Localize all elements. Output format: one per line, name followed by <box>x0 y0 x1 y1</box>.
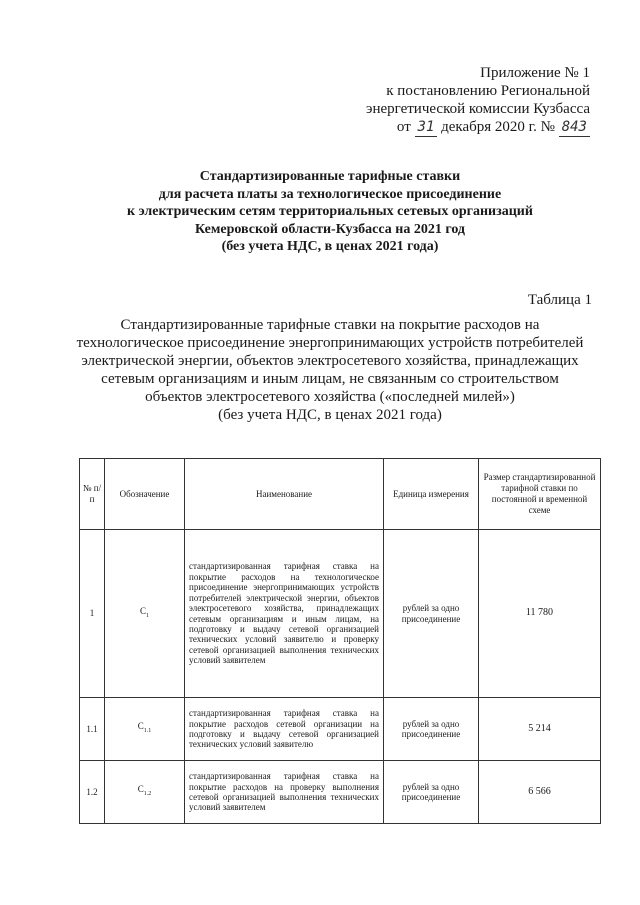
appendix-header <box>330 64 590 137</box>
row-code <box>105 761 185 824</box>
title-line5: (без учета НДС, в ценах 2021 года) <box>221 239 439 254</box>
table-row <box>80 698 601 761</box>
row-value: 6 566 <box>479 761 601 824</box>
title-line2: для расчета платы за технологическое присоединение <box>158 186 502 202</box>
subtitle-line2: технологическое присоединение энергопринимающих устройств потребителей <box>76 335 584 351</box>
subtitle-line1: Стандартизированные тарифные ставки на покрытие расходов на <box>120 317 540 333</box>
header-name: Наименование <box>185 459 384 530</box>
row-number: 1.2 <box>80 761 105 824</box>
table-row <box>80 530 601 698</box>
row-code <box>105 530 185 698</box>
table-label: Таблица 1 <box>527 292 592 308</box>
row-description: стандартизированная тарифная ставка на покрытие расходов сетевой организации на подготовку и выдачу сетевой организацией технических условий заявителю <box>185 698 384 761</box>
header-unit: Единица измерения <box>384 459 479 530</box>
code-letter: C <box>137 721 144 732</box>
code-letter: C <box>137 784 144 795</box>
header-value: Размер стандартизированной тарифной ставки по постоянной и временной схеме <box>479 459 601 530</box>
row-number: 1 <box>80 530 105 698</box>
code-subscript: 1.2 <box>143 791 152 798</box>
row-unit: рублей за одно присоединение <box>384 530 479 698</box>
subtitle-line6: (без учета НДС, в ценах 2021 года) <box>218 407 442 423</box>
code-subscript: 1.1 <box>143 728 152 735</box>
row-value: 5 214 <box>479 698 601 761</box>
row-value: 11 780 <box>479 530 601 698</box>
date-rest: декабря 2020 г. № <box>441 119 555 135</box>
header-code: Обозначение <box>105 459 185 530</box>
table-row <box>80 761 601 824</box>
subtitle-line5: объектов электросетевого хозяйства («последней милей») <box>145 389 515 405</box>
row-unit: рублей за одно присоединение <box>384 698 479 761</box>
header-no: № п/п <box>80 459 105 530</box>
row-description: стандартизированная тарифная ставка на покрытие расходов на технологическое присоединение энергопринимающих устройств потребителей электрической энергии, объектов электросетевого хозяйства, принадлежащих сетевым организациям и иным лицам, на подготовку и выдачу сетевой организацией технических условий заявителю и проверку сетевой организацией выполнения технических условий заявителем <box>185 530 384 698</box>
row-description: стандартизированная тарифная ставка на покрытие расходов на проверку выполнения сетевой организацией выполнения технических условий заявителем <box>185 761 384 824</box>
row-unit: рублей за одно присоединение <box>384 761 479 824</box>
code-letter: C <box>139 605 146 616</box>
doc-number-handwritten: 843 <box>559 118 590 137</box>
row-code <box>105 698 185 761</box>
appendix-line3: энергетической комиссии Кузбасса <box>366 101 590 117</box>
date-prefix: от <box>396 119 411 135</box>
row-number: 1.1 <box>80 698 105 761</box>
appendix-line1: Приложение № 1 <box>480 65 590 81</box>
table-subtitle <box>70 316 590 424</box>
code-subscript: 1 <box>146 612 149 619</box>
subtitle-line3: электрической энергии, объектов электросетевого хозяйства, принадлежащих <box>81 353 579 369</box>
appendix-line2: к постановлению Региональной <box>386 83 590 99</box>
appendix-date-line <box>330 118 590 137</box>
document-title <box>90 168 570 256</box>
date-day-handwritten: 31 <box>415 118 438 137</box>
subtitle-line4: сетевым организациям и иным лицам, не связанным со строительством <box>101 371 559 387</box>
rates-table <box>79 458 601 824</box>
title-line4: Кемеровской области-Кузбасса на 2021 год <box>194 221 466 237</box>
title-line1: Стандартизированные тарифные ставки <box>199 169 461 184</box>
table-header-row <box>80 459 601 530</box>
title-line3: к электрическим сетям территориальных сетевых организаций <box>127 204 533 219</box>
